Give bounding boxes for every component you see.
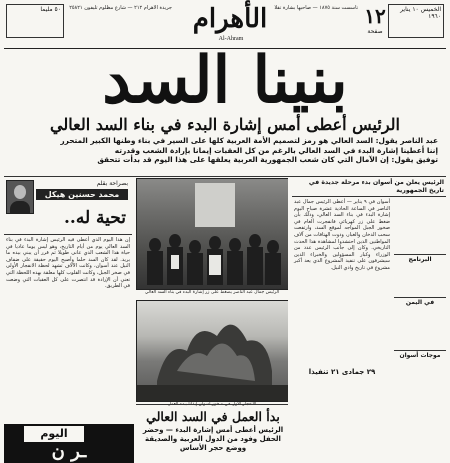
divider bbox=[136, 404, 288, 405]
news-date-line: ٢٩ جمادى ٢١ تنفيذا bbox=[308, 368, 376, 376]
bottom-headline: بدأ العمل في السد العالي bbox=[146, 409, 280, 424]
advert-label: اليوم bbox=[24, 426, 84, 442]
side-box-title: في اليمن bbox=[394, 297, 446, 306]
deck-line: توفيق يقول: إن الآمال التي كان شعب الجمهورية العربية يعلقها على هذا اليوم قد بدأت تتحقق bbox=[97, 155, 438, 164]
editorial-title: تحية له.. bbox=[64, 208, 126, 228]
right-ear-text: الخميس ١٠ يناير ١٩٦٠ bbox=[400, 6, 441, 20]
side-box-body bbox=[394, 263, 446, 297]
sub-headline: الرئيس أعطى أمس إشارة البدء في بناء السد العالي bbox=[50, 115, 400, 134]
bottom-advert bbox=[4, 424, 134, 463]
editorial-author: محمد حسنين هيكل bbox=[36, 189, 128, 200]
photo-column bbox=[136, 178, 288, 414]
masthead-left-info: جريدة الأهرام ٢١٢ — شارع مظلوم تليفون ٢٥٨٢١ bbox=[69, 5, 172, 11]
top-photo-caption: الرئيس جمال عبد الناصر يضغط على زر إشارة البدء في بناء السد العالي bbox=[144, 290, 280, 295]
divider bbox=[4, 176, 446, 177]
bottom-subheadline: الرئيس أعطى أمس إشارة البدء — وحضر الحفل وفود من الدول العربية والصديقة ووضع حجر الأساس bbox=[142, 426, 284, 452]
newspaper-logo: الأهرام bbox=[192, 4, 268, 34]
news-column bbox=[292, 178, 446, 422]
ceremony-photo bbox=[136, 178, 288, 290]
newspaper-logo-latin: Al-Ahram bbox=[218, 36, 244, 42]
page-number: ١٢ bbox=[364, 4, 386, 28]
editorial-body: إن هذا اليوم الذي أعطى فيه الرئيس إشارة البدء في بناء السد العالي يوم من أيام التاريخ، وهو ليس يوما عاديا في حياة هذا الشعب الذي عانى طويلا ثم قرر أن يبني بيده ما يريد. لقد كان السد حلما وأصبح اليوم حقيقة على ضفاف النيل عند أسوان، وكانت الآلاف تشهد لحظة الانفجار الأولى في صخر الجبل، وكانت القلوب كلها معلقة بهذه اللحظة التي تعني أن الإرادة قد انتصرت على كل العقبات التي وضعت في الطريق. bbox=[6, 237, 130, 290]
masthead bbox=[4, 2, 446, 49]
side-box-title: موجات أسوان bbox=[394, 350, 446, 359]
deck-line: عبد الناصر يقول: السد العالي هو رمز لتصميم الأمة العربية كلها على السير في بناء وطنها الكبير المتحرر bbox=[60, 136, 438, 145]
advert-text: ـر ن bbox=[51, 441, 87, 462]
masthead-right-info: تأسست سنة ١٨٧٥ — صاحبها بشارة تقلا bbox=[274, 5, 358, 11]
news-column-head: الرئيس يعلن من أسوان بدء مرحلة جديدة في تاريخ الجمهورية bbox=[292, 178, 446, 197]
right-ear-box bbox=[388, 4, 444, 38]
page-number-label: صفحة bbox=[367, 28, 383, 35]
main-headline: بنينا السد bbox=[102, 43, 348, 118]
side-box-title: البرنامج bbox=[394, 254, 446, 263]
editorial-kicker: بصراحة بقلم bbox=[96, 180, 128, 187]
headline-deck bbox=[12, 136, 438, 174]
side-boxes bbox=[394, 254, 446, 359]
editorial-byline bbox=[4, 178, 132, 235]
news-column-body: أسوان في ٩ يناير — أعطى الرئيس جمال عبد الناصر في الساعة الحادية عشرة صباح اليوم إشارة البدء في بناء السد العالي، وذلك بأن ضغط على زر كهربائي فانفجرت ألغام في صخور الجبل المواجه لموقع السد، وارتفعت سحب الدخان والغبار، ودوت الهتافات من آلاف المواطنين الذين احتشدوا لمشاهدة هذا الحدث التاريخي. وكان إلى جانب الرئيس عدد من الوزراء وكبار المسؤولين والخبراء الذين سيشرفون على تنفيذ المشروع الذي يعد أكبر مشروع في تاريخ وادي النيل. bbox=[294, 199, 390, 271]
left-ear-box bbox=[6, 4, 64, 38]
side-box-body bbox=[394, 306, 446, 350]
left-ear-text: ٥٠ مليما bbox=[40, 6, 61, 13]
deck-line: إننا أعطينا إشارة البدء في السد العالي بالرغم من كل العقبات إيمانا بإرادة الشعب وقدرته bbox=[114, 145, 438, 155]
editorial-column bbox=[4, 178, 132, 422]
explosion-photo bbox=[136, 300, 288, 402]
